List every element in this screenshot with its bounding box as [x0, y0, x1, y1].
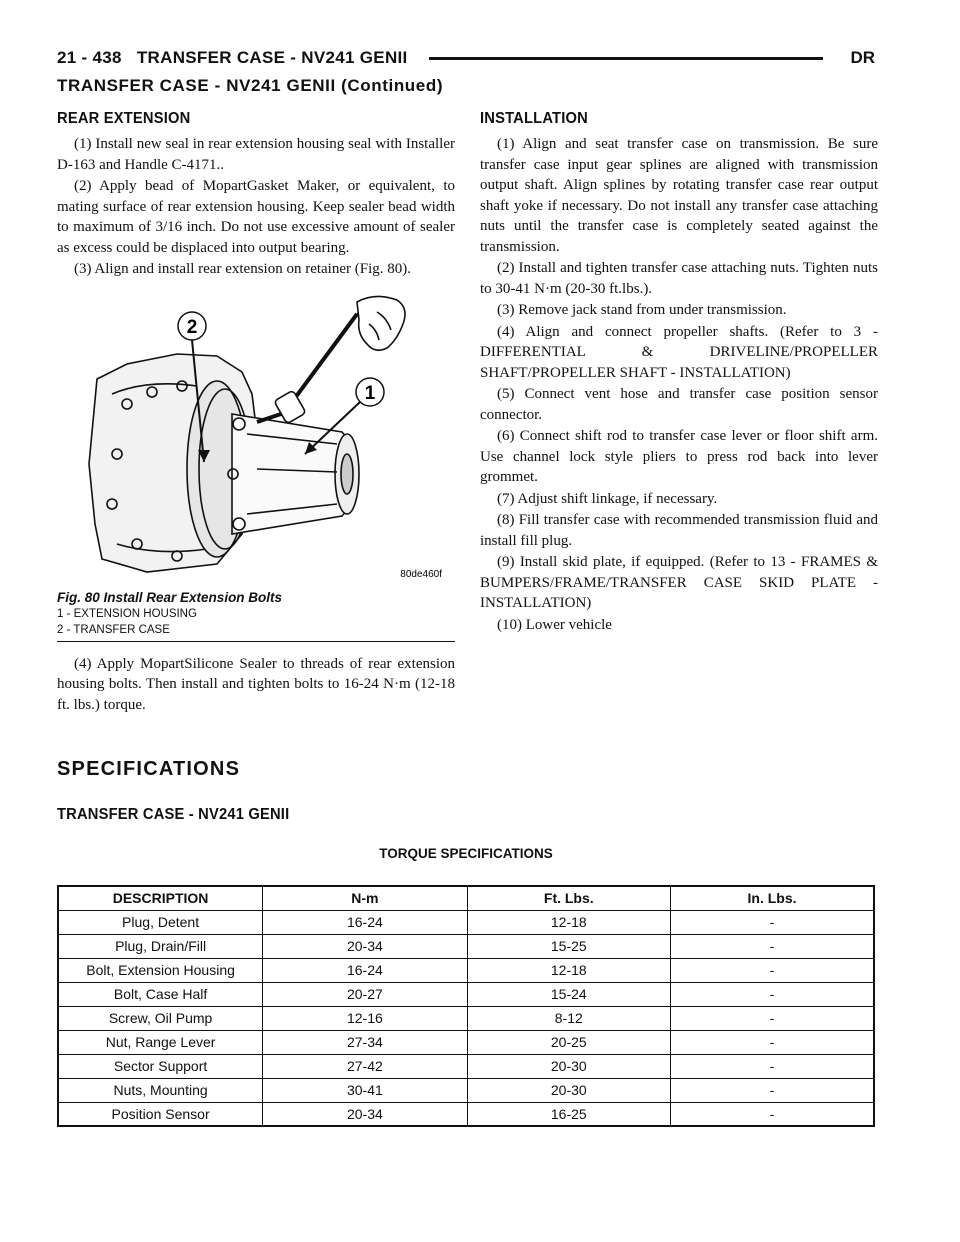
rear-extension-step: (2) Apply bead of MopartGasket Maker, or equivalent, to mating surface of rear extension housing. Keep sealer bead width to maximum of 3/16 inch. Do not use excessive amount of sealer as excess could be displaced into output bearing.: [57, 178, 455, 256]
torque-table: [57, 885, 875, 1127]
table-cell: Screw, Oil Pump: [58, 1006, 263, 1030]
column-header: In. Lbs.: [671, 886, 875, 910]
table-row: [58, 1006, 874, 1030]
table-cell: 20-30: [467, 1054, 670, 1078]
figure-80: [57, 294, 455, 582]
table-cell: 20-27: [263, 982, 467, 1006]
table-cell: 20-30: [467, 1078, 670, 1102]
table-row: [58, 1054, 874, 1078]
installation-step: (7) Adjust shift linkage, if necessary.: [497, 490, 718, 507]
figure-rule: [57, 641, 455, 642]
figure-legend-2: 2 - TRANSFER CASE: [57, 623, 170, 636]
column-header: DESCRIPTION: [58, 886, 263, 910]
table-row: [58, 958, 874, 982]
table-cell: 30-41: [263, 1078, 467, 1102]
table-cell: 12-16: [263, 1006, 467, 1030]
header-code: DR: [850, 48, 875, 67]
installation-step: (1) Align and seat transfer case on transmission. Be sure transfer case input gear splines are aligned with transmission output shaft. Align splines by rotating transfer case rear output shaft yoke if necessary. Do not install any transfer case attaching nuts until the transfer case is completely seated against the transmission.: [480, 136, 878, 255]
table-cell: 15-25: [467, 934, 670, 958]
table-cell: Nuts, Mounting: [58, 1078, 263, 1102]
installation-heading: INSTALLATION: [480, 110, 588, 127]
figure-legend-1: 1 - EXTENSION HOUSING: [57, 607, 197, 620]
specifications-heading: SPECIFICATIONS: [57, 758, 241, 780]
table-cell: -: [671, 1078, 875, 1102]
table-cell: Plug, Drain/Fill: [58, 934, 263, 958]
installation-step: (4) Align and connect propeller shafts. (Refer to 3 - DIFFERENTIAL & DRIVELINE/PROPELLER SHAFT/PROPELLER SHAFT - INSTALLATION): [480, 323, 878, 381]
installation-step: (3) Remove jack stand from under transmission.: [497, 302, 787, 318]
table-cell: 12-18: [467, 910, 670, 934]
left-column: [57, 110, 455, 715]
rear-extension-step: (1) Install new seal in rear extension housing seal with Installer D-163 and Handle C-4171..: [57, 136, 455, 173]
table-cell: Bolt, Extension Housing: [58, 958, 263, 982]
column-header: N-m: [263, 886, 467, 910]
rear-extension-step-4: (4) Apply MopartSilicone Sealer to threads of rear extension housing bolts. Then install and tighten bolts to 16-24 N·m (12-18 ft. lbs.) torque.: [57, 655, 455, 713]
header-rule: [429, 57, 823, 60]
table-cell: 20-25: [467, 1030, 670, 1054]
table-cell: Plug, Detent: [58, 910, 263, 934]
table-cell: Nut, Range Lever: [58, 1030, 263, 1054]
table-row: [58, 1102, 874, 1126]
installation-step: (9) Install skid plate, if equipped. (Refer to 13 - FRAMES & BUMPERS/FRAME/TRANSFER CASE SKID PLATE - INSTALLATION): [480, 554, 878, 611]
table-cell: Position Sensor: [58, 1102, 263, 1126]
callout-1: 1: [364, 382, 376, 404]
table-cell: 27-42: [263, 1054, 467, 1078]
installation-step: (8) Fill transfer case with recommended transmission fluid and install fill plug.: [480, 512, 878, 549]
table-cell: -: [671, 1054, 875, 1078]
table-cell: 12-18: [467, 958, 670, 982]
rear-extension-step: (3) Align and install rear extension on retainer (Fig. 80).: [74, 261, 411, 277]
column-header: Ft. Lbs.: [467, 886, 670, 910]
table-row: [58, 934, 874, 958]
header-title: 21 - 438 TRANSFER CASE - NV241 GENII: [57, 48, 408, 67]
figure-caption: Fig. 80 Install Rear Extension Bolts: [57, 589, 283, 605]
table-cell: -: [671, 1006, 875, 1030]
right-column: [480, 110, 878, 635]
installation-step: (2) Install and tighten transfer case attaching nuts. Tighten nuts to 30-41 N·m (20-30 ft.lbs.).: [480, 260, 878, 297]
table-row: [58, 1078, 874, 1102]
table-cell: -: [671, 1030, 875, 1054]
table-header-row: [58, 886, 874, 910]
continued-subheader: TRANSFER CASE - NV241 GENII (Continued): [57, 76, 444, 95]
table-cell: -: [671, 1102, 875, 1126]
table-cell: 16-24: [263, 958, 467, 982]
table-cell: -: [671, 982, 875, 1006]
table-row: [58, 982, 874, 1006]
page-header: [57, 48, 875, 72]
specifications-subheading: TRANSFER CASE - NV241 GENII: [57, 806, 290, 823]
table-cell: -: [671, 958, 875, 982]
table-cell: 20-34: [263, 1102, 467, 1126]
torque-table-title: TORQUE SPECIFICATIONS: [379, 846, 553, 861]
table-cell: 16-25: [467, 1102, 670, 1126]
installation-step: (6) Connect shift rod to transfer case lever or floor shift arm. Use channel lock style pliers to press rod back into lever grommet.: [480, 428, 878, 485]
installation-step: (10) Lower vehicle: [497, 616, 612, 633]
table-cell: 15-24: [467, 982, 670, 1006]
table-cell: 20-34: [263, 934, 467, 958]
table-cell: Sector Support: [58, 1054, 263, 1078]
table-cell: Bolt, Case Half: [58, 982, 263, 1006]
transfer-case-illustration: [57, 294, 455, 582]
table-row: [58, 1030, 874, 1054]
installation-step: (5) Connect vent hose and transfer case position sensor connector.: [480, 386, 878, 423]
table-row: [58, 910, 874, 934]
callout-2: 2: [186, 316, 198, 338]
table-cell: -: [671, 934, 875, 958]
rear-extension-heading: REAR EXTENSION: [57, 110, 191, 127]
table-cell: 27-34: [263, 1030, 467, 1054]
table-cell: 16-24: [263, 910, 467, 934]
table-cell: 8-12: [467, 1006, 670, 1030]
figure-code: 80de460f: [400, 568, 442, 580]
table-cell: -: [671, 910, 875, 934]
